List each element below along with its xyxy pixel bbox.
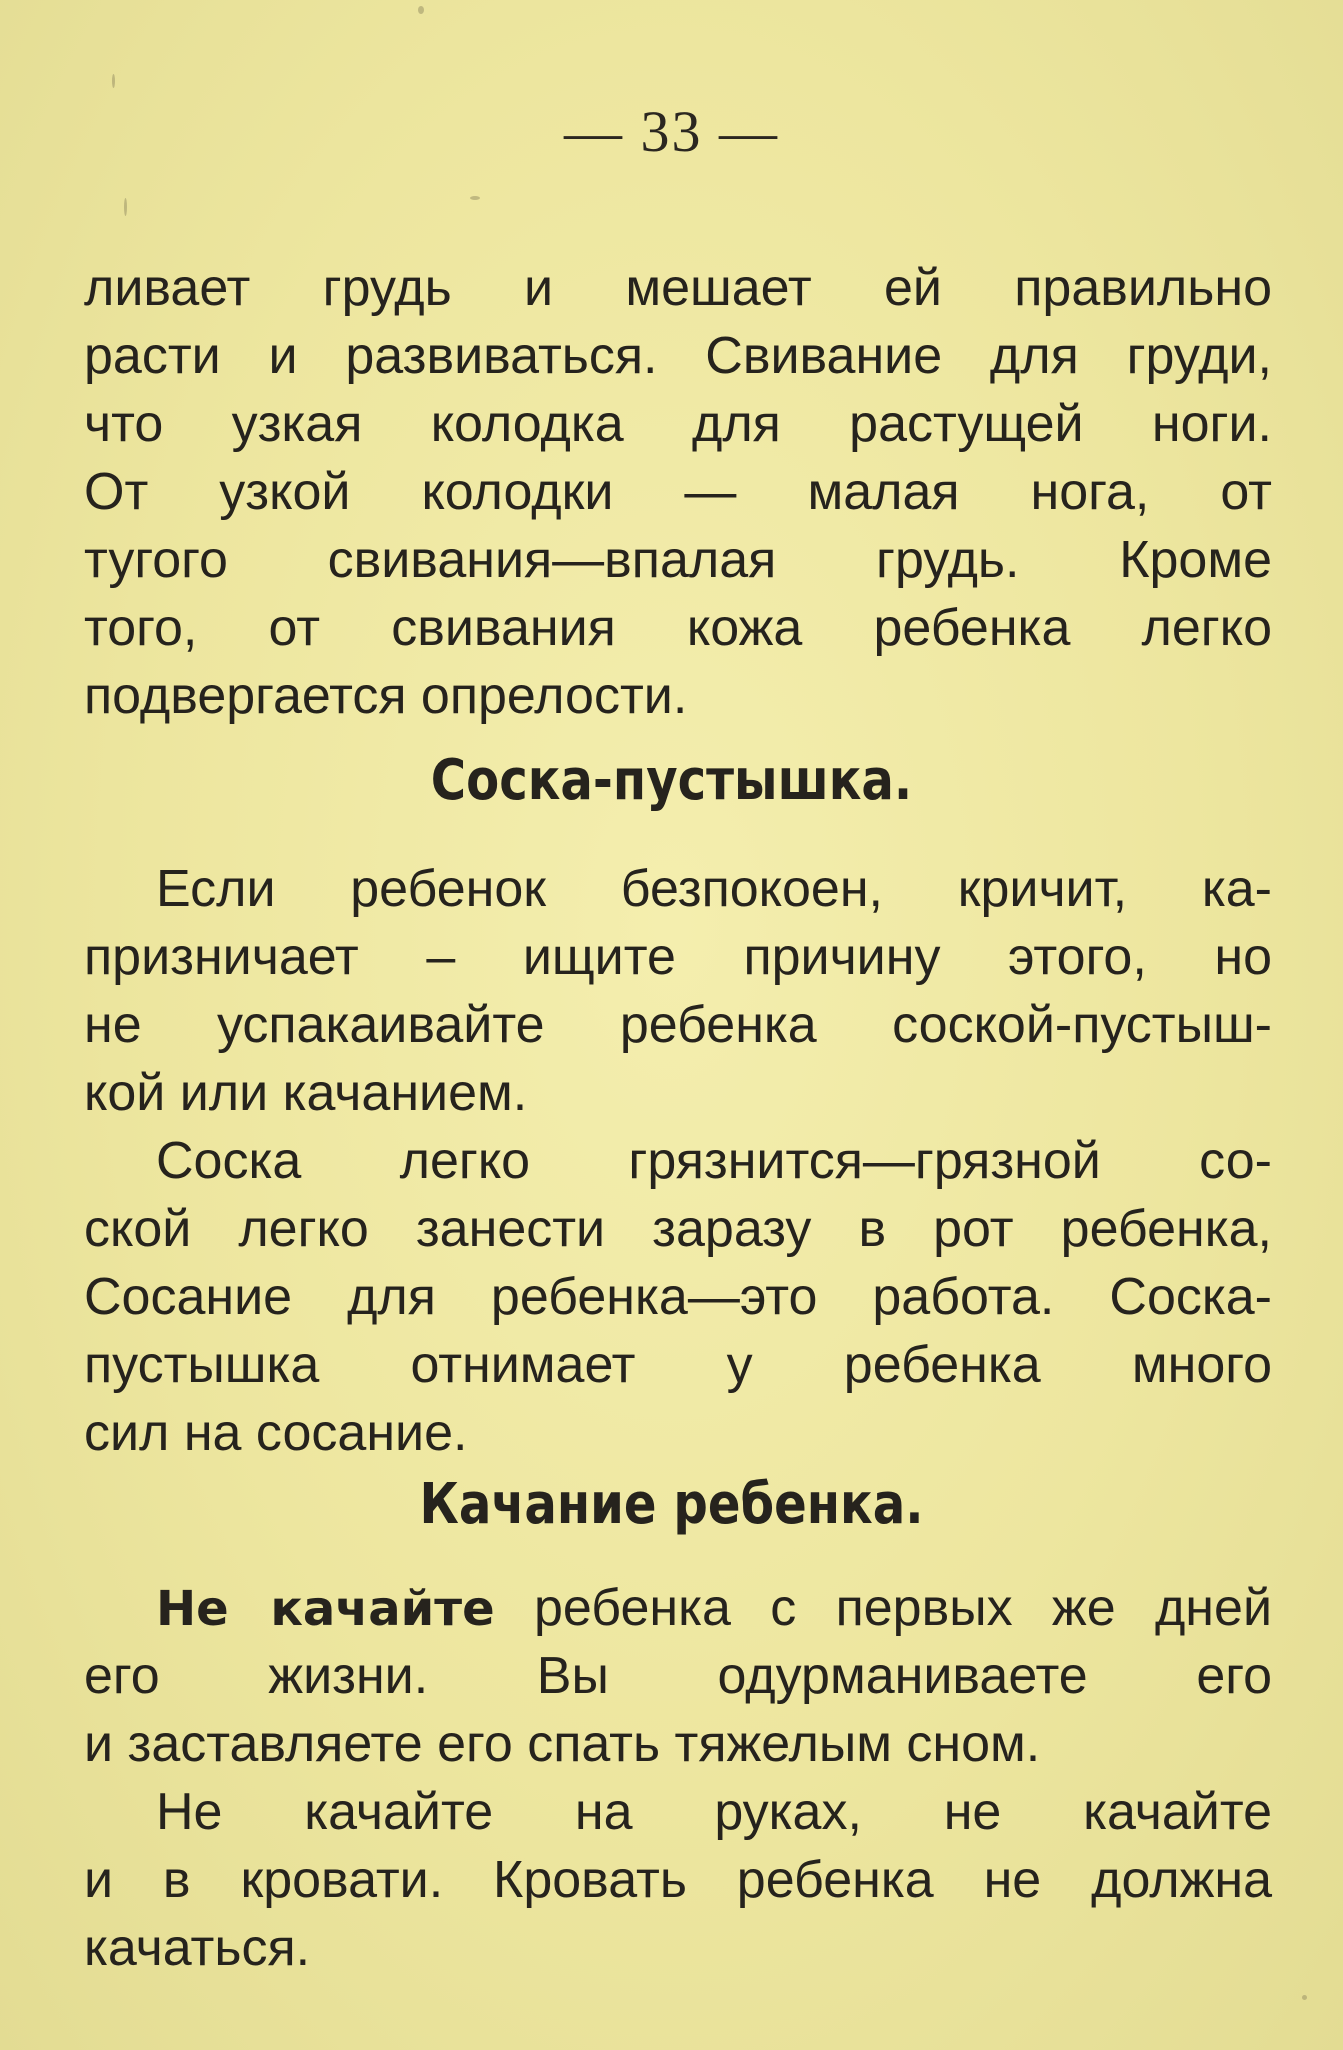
- paragraph-rocking-2: [84, 1778, 1272, 1982]
- text-line: ской легко занести заразу в рот ребенка,: [84, 1200, 1272, 1258]
- paragraph-swaddling-continued: [84, 254, 1272, 730]
- paper-speck: [1302, 1995, 1307, 2000]
- text-line: Сосание для ребенка—это работа. Соска-: [84, 1268, 1272, 1326]
- text-line: не успакаивайте ребенка соской-пустыш-: [84, 996, 1272, 1054]
- text-line-rest: ребенка с первых же дней: [534, 1579, 1272, 1637]
- paper-speck: [124, 198, 127, 216]
- text-line: Соска легко грязнится—грязной со-: [156, 1132, 1272, 1190]
- text-line: качаться.: [84, 1919, 311, 1977]
- paper-speck: [470, 196, 480, 200]
- page-number: — 33 —: [564, 99, 779, 164]
- text-line: что узкая колодка для растущей ноги.: [84, 395, 1272, 453]
- paper-speck: [418, 6, 424, 14]
- text-line: и заставляете его спать тяжелым сном.: [84, 1715, 1041, 1773]
- text-line: его жизни. Вы одурманиваете его: [84, 1647, 1272, 1705]
- text-line: призничает – ищите причину этого, но: [84, 928, 1272, 986]
- paragraph-pacifier-1: [84, 855, 1272, 1127]
- paragraph-rocking-1: [84, 1574, 1272, 1778]
- text-line: Если ребенок безпокоен, кричит, ка-: [156, 860, 1272, 918]
- text-line: ливает грудь и мешает ей правильно: [84, 259, 1272, 317]
- bold-lead-text: Не качайте: [156, 1581, 495, 1637]
- text-line: того, от свивания кожа ребенка легко: [84, 599, 1272, 657]
- text-line: расти и развиваться. Свивание для груди,: [84, 327, 1272, 385]
- text-line: тугого свивания—впалая грудь. Кроме: [84, 531, 1272, 589]
- text-line: Не качайте на руках, не качайте: [156, 1783, 1272, 1841]
- text-line: кой или качанием.: [84, 1064, 528, 1122]
- text-line: подвергается опрелости.: [84, 667, 688, 725]
- section-heading-rocking: Качание ребенка.: [419, 1472, 924, 1537]
- text-line: [84, 1574, 1272, 1642]
- section-heading-pacifier: Соска-пустышка.: [430, 748, 913, 813]
- text-line: пустышка отнимает у ребенка много: [84, 1336, 1272, 1394]
- paper-speck: [112, 74, 115, 88]
- text-line: сил на сосание.: [84, 1404, 468, 1462]
- text-line: и в кровати. Кровать ребенка не должна: [84, 1851, 1272, 1909]
- text-line: От узкой колодки — малая нога, от: [84, 463, 1272, 521]
- paragraph-pacifier-2: [84, 1127, 1272, 1467]
